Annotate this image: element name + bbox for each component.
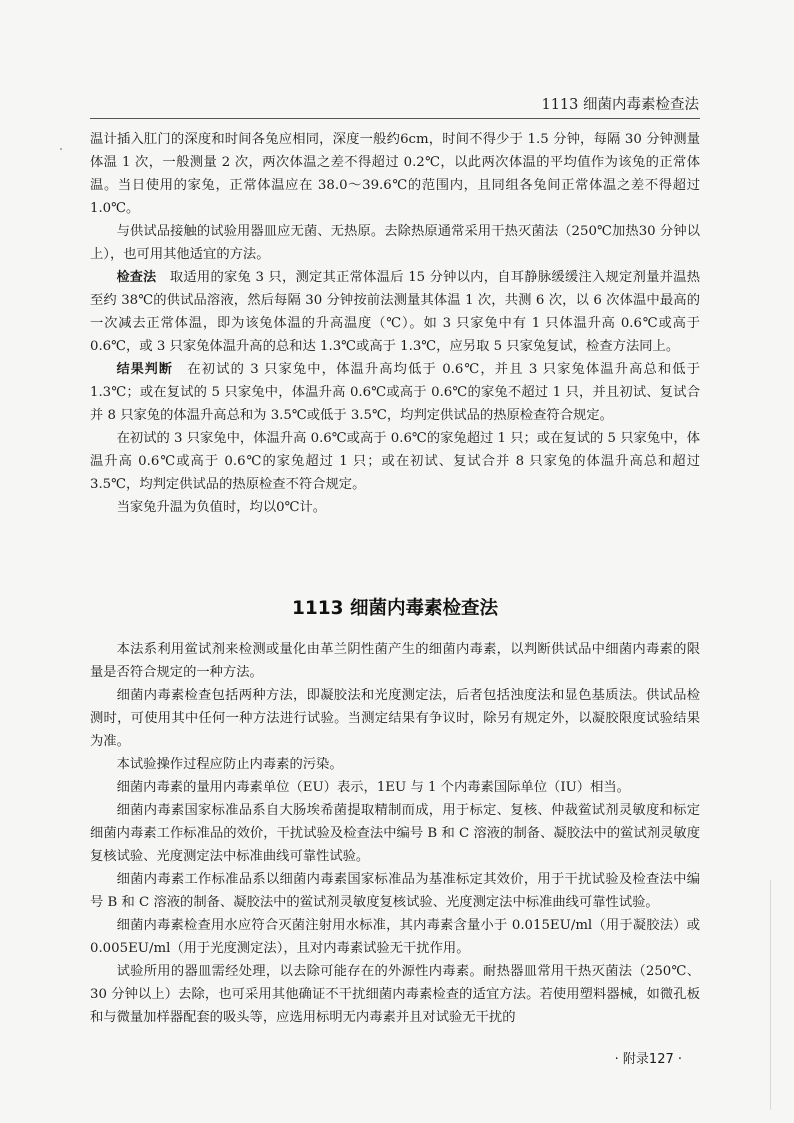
paragraph-text: 当家兔升温为负值时，均以0℃计。 — [116, 500, 327, 515]
paragraph-text: 细菌内毒素检查包括两种方法，即凝胶法和光度测定法，后者包括浊度法和显色基质法。供试品检测时，可使用其中任何一种方法进行试验。当测定结果有争议时，除另有规定外，以凝胶限度试验结果为准。 — [90, 688, 700, 749]
body-text-upper — [90, 128, 700, 519]
paragraph — [90, 496, 700, 519]
paragraph-text: 细菌内毒素的量用内毒素单位（EU）表示，1EU 与 1 个内毒素国际单位（IU）相当。 — [116, 780, 630, 795]
paragraph-text: 本试验操作过程应防止内毒素的污染。 — [116, 757, 343, 772]
paragraph — [90, 220, 700, 266]
paragraph-text: 本法系利用鲎试剂来检测或量化由革兰阴性菌产生的细菌内毒素，以判断供试品中细菌内毒素的限量是否符合规定的一种方法。 — [90, 642, 700, 680]
paragraph-text: 取适用的家兔 3 只，测定其正常体温后 15 分钟以内，自耳静脉缓缓注入规定剂量并温热至约 38℃的供试品溶液，然后每隔 30 分钟按前法测量其体温 1 次，共测 6 次，以 6 次体温中最高的一次减去正常体温，即为该兔体温的升高温度（℃）。如 3 只家兔中有 1 只体温升高 0.6℃或高于 0.6℃，或 3 只家兔体温升高的总和达 1.3℃或高于 1.3℃，应另取 5 只家兔复试，检查方法同上。 — [90, 270, 700, 354]
paragraph-text: 细菌内毒素国家标准品系自大肠埃希菌提取精制而成，用于标定、复核、仲裁鲎试剂灵敏度和标定细菌内毒素工作标准品的效价，干扰试验及检查法中编号 B 和 C 溶液的制备、凝胶法中的鲎试剂灵敏度复核试验、光度测定法中标准曲线可靠性试验。 — [90, 803, 700, 864]
body-text-lower — [90, 638, 700, 1029]
paragraph-text: 细菌内毒素工作标准品系以细菌内毒素国家标准品为基准标定其效价，用于干扰试验及检查法中编号 B 和 C 溶液的制备、凝胶法中的鲎试剂灵敏度复核试验、光度测定法中标准曲线可靠性试验。 — [90, 872, 700, 910]
page-number: · 附录127 · — [614, 1052, 682, 1067]
paragraph-text: 试验所用的器皿需经处理，以去除可能存在的外源性内毒素。耐热器皿常用干热灭菌法（250℃、30 分钟以上）去除，也可采用其他确证不干扰细菌内毒素检查的适宜方法。若使用塑料器械，如微孔板和与微量加样器配套的吸头等，应选用标明无内毒素并且对试验无干扰的 — [90, 964, 700, 1025]
paragraph — [90, 960, 700, 1029]
scan-speck — [60, 148, 62, 150]
paragraph — [90, 128, 700, 220]
paragraph-text: 在初试的 3 只家兔中，体温升高 0.6℃或高于 0.6℃的家兔超过 1 只；或在复试的 5 只家兔中，体温升高 0.6℃或高于 0.6℃的家兔超过 1 只；或在初试、复试合并 8 只家兔的体温升高总和超过 3.5℃，均判定供试品的热原检查不符合规定。 — [90, 431, 700, 492]
paragraph — [90, 799, 700, 868]
paragraph — [90, 868, 700, 914]
paragraph-lead-term: 检查法 — [116, 270, 157, 285]
paragraph-text: 细菌内毒素检查用水应符合灭菌注射用水标准，其内毒素含量小于 0.015EU/ml（用于凝胶法）或 0.005EU/ml（用于光度测定法），且对内毒素试验无干扰作用。 — [90, 918, 700, 956]
paragraph — [90, 427, 700, 496]
paragraph-text: 温计插入肛门的深度和时间各兔应相同，深度一般约6cm，时间不得少于 1.5 分钟，每隔 30 分钟测量体温 1 次，一般测量 2 次，两次体温之差不得超过 0.2℃，以此两次体温的平均值作为该兔的正常体温。当日使用的家兔，正常体温应在 38.0～39.6℃的范围内，且同组各兔间正常体温之差不得超过 1.0℃。 — [90, 132, 700, 216]
header-rule — [90, 118, 700, 119]
scan-edge-line — [770, 880, 771, 1110]
paragraph — [90, 358, 700, 427]
paragraph — [90, 638, 700, 684]
section-title: 1113 细菌内毒素检查法 — [292, 598, 498, 619]
running-header-title: 1113 细菌内毒素检查法 — [541, 97, 699, 113]
paragraph-text: 与供试品接触的试验用器皿应无菌、无热原。去除热原通常采用干热灭菌法（250℃加热30 分钟以上），也可用其他适宜的方法。 — [90, 224, 700, 262]
paragraph — [90, 753, 700, 776]
paragraph-lead-term: 结果判断 — [116, 362, 173, 377]
paragraph — [90, 684, 700, 753]
paragraph — [90, 776, 700, 799]
paragraph — [90, 914, 700, 960]
paragraph — [90, 266, 700, 358]
paragraph-text: 在初试的 3 只家兔中，体温升高均低于 0.6℃，并且 3 只家兔体温升高总和低于 1.3℃；或在复试的 5 只家兔中，体温升高 0.6℃或高于 0.6℃的家兔不超过 1 只，并且初试、复试合并 8 只家兔的体温升高总和为 3.5℃或低于 3.5℃，均判定供试品的热原检查符合规定。 — [90, 362, 700, 423]
